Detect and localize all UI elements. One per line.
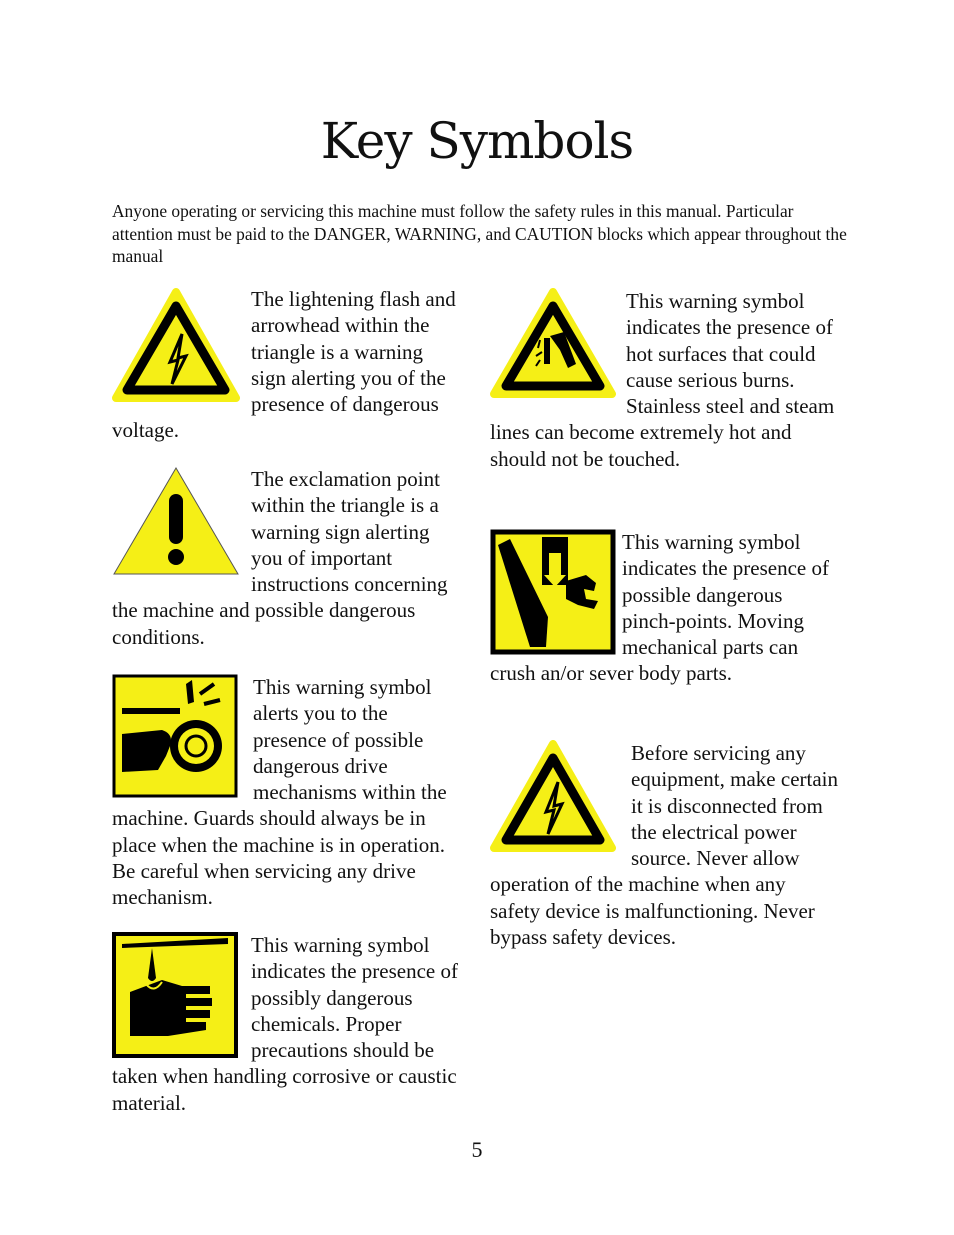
- symbol-block-voltage: [112, 286, 462, 444]
- hot-surface-warning-icon: [490, 288, 626, 406]
- symbol-description: This warning symbol alerts you to the presence of possible dangerous drive mechanisms within the machine. Guards should always be in place when the machine is in operation. Be careful when servicing any drive mechanism.: [112, 675, 447, 910]
- intro-paragraph: Anyone operating or servicing this machine must follow the safety rules in this manual. Particular attention must be paid to the DANGER, WARNING, and CAUTION blocks which appear throughout the manual: [112, 201, 847, 266]
- symbol-description: This warning symbol indicates the presence of hot surfaces that could cause serious burns. Stainless steel and steam lines can become extremely hot and should not be touched.: [490, 289, 835, 471]
- symbol-description: This warning symbol indicates the presence of possible dangerous pinch-points. Moving mechanical parts can crush an/or sever body parts.: [490, 530, 829, 686]
- symbol-description: Before servicing any equipment, make certain it is disconnected from the electrical power source. Never allow operation of the machine when any safety device is malfunctioning. Never bypass safety devices.: [490, 741, 838, 950]
- chemical-warning-icon: [112, 932, 251, 1062]
- exclamation-warning-icon: [112, 466, 251, 582]
- page-title: Key Symbols: [320, 112, 634, 170]
- symbol-description: The lightening flash and arrowhead within the triangle is a warning sign alerting you of the presence of dangerous voltage.: [112, 287, 456, 443]
- drive-mechanism-warning-icon: [112, 674, 253, 802]
- symbol-block-chemical: [112, 932, 462, 1116]
- symbol-description: The exclamation point within the triangle is a warning sign alerting you of important instructions concerning the machine and possible dangerous conditions.: [112, 467, 448, 649]
- symbol-description: This warning symbol indicates the presence of possibly dangerous chemicals. Proper precautions should be taken when handling corrosive or caustic material.: [112, 933, 458, 1115]
- symbol-block-pinch: [490, 529, 840, 687]
- electrical-disconnect-warning-icon: [490, 740, 631, 859]
- page-number: 5: [471, 1137, 483, 1162]
- pinch-point-warning-icon: [490, 529, 622, 659]
- symbol-block-exclamation: [112, 466, 462, 650]
- lightning-bolt-warning-icon: [112, 286, 251, 410]
- symbol-block-disconnect: [490, 740, 840, 950]
- symbol-block-hot-surface: [490, 288, 840, 472]
- symbol-block-drive: [112, 674, 462, 911]
